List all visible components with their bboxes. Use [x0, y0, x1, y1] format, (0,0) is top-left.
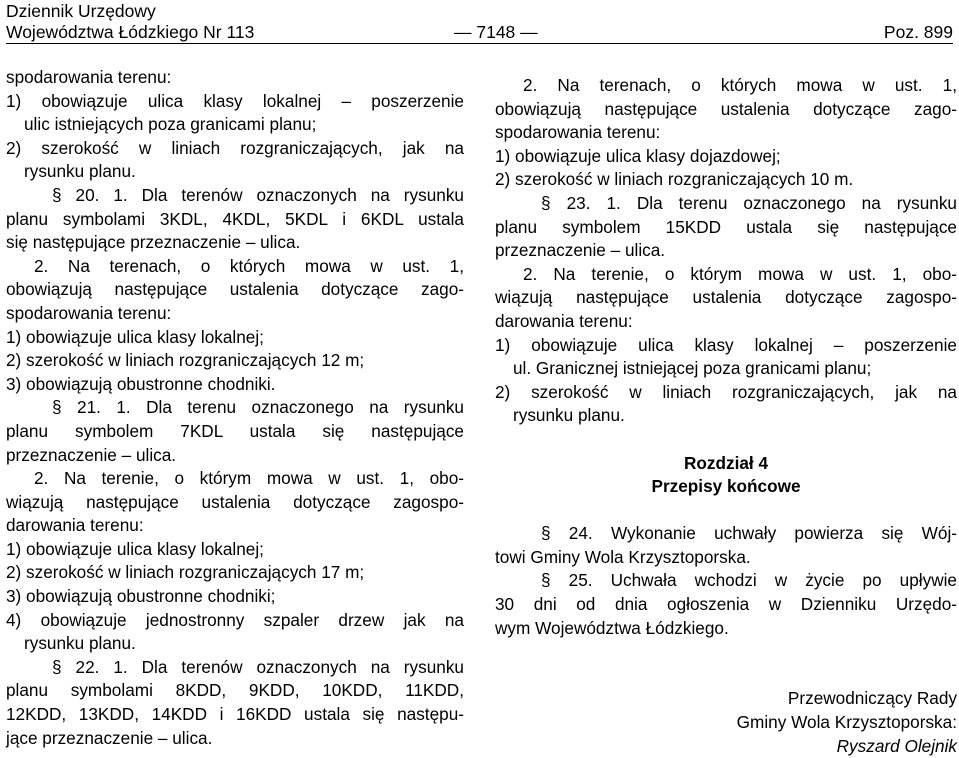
text-line: planu symbolem 7KDL ustala się następujące	[6, 420, 464, 441]
text-line: § 25. Uchwała wchodzi w życie po upływie	[541, 570, 957, 591]
text-line: obowiązują następujące ustalenia dotyczące zago-	[495, 98, 957, 119]
text-line: Ryszard Olejnik	[836, 735, 957, 756]
text-line: 1) obowiązuje ulica klasy lokalnej – poszerzenie	[6, 90, 464, 111]
text-line: rysunku planu.	[513, 405, 625, 426]
text-line: 1) obowiązuje ulica klasy lokalnej;	[6, 538, 264, 559]
text-line: wiązują następujące ustalenia dotyczące zagospo-	[495, 287, 957, 308]
text-line: spodarowania terenu:	[6, 302, 172, 323]
text-line: rysunku planu.	[24, 161, 136, 182]
text-line: 4) obowiązuje jednostronny szpaler drzew jak na	[6, 609, 464, 630]
text-line: ul. Granicznej istniejącej poza granicami planu;	[513, 358, 872, 379]
text-line	[495, 499, 957, 523]
text-line: 2) szerokość w liniach rozgraniczających 10 m.	[495, 169, 854, 190]
page-header	[6, 0, 953, 44]
text-line: wym Województwa Łódzkiego.	[495, 617, 729, 638]
text-line: przeznaczenie – ulica.	[6, 444, 177, 465]
text-line: spodarowania terenu:	[495, 122, 661, 143]
text-line: § 22. 1. Dla terenów oznaczonych na rysunku	[52, 656, 464, 677]
text-line: 1) obowiązuje ulica klasy lokalnej;	[6, 326, 264, 347]
text-line: jące przeznaczenie – ulica.	[6, 727, 213, 748]
text-line: planu symbolami 3KDL, 4KDL, 5KDL i 6KDL ustala	[6, 208, 464, 229]
text-line: spodarowania terenu:	[6, 67, 172, 87]
right-column	[495, 74, 957, 758]
left-column	[6, 66, 464, 750]
text-line: 2. Na terenach, o których mowa w ust. 1,	[34, 255, 464, 276]
text-line: 2) szerokość w liniach rozgraniczających 12 m;	[6, 350, 365, 371]
header-rule	[6, 43, 953, 44]
text-line: planu symbolem 15KDD ustala się następujące	[495, 216, 957, 237]
text-line: ulic istniejących poza granicami planu;	[24, 114, 317, 135]
text-line: Przewodniczący Rady	[787, 688, 957, 709]
text-line: 2) szerokość w liniach rozgraniczających 17 m;	[6, 562, 365, 583]
text-line: darowania terenu:	[495, 310, 633, 331]
text-line: 2. Na terenie, o którym mowa w ust. 1, obo-	[523, 263, 957, 284]
text-line: planu symbolami 8KDD, 9KDD, 10KDD, 11KDD,	[6, 680, 464, 701]
journal-title: Dziennik Urzędowy	[6, 1, 156, 21]
text-line: darowania terenu:	[6, 515, 144, 536]
text-line: 12KDD, 13KDD, 14KDD i 16KDD ustala się następu-	[6, 704, 464, 725]
text-line: 1) obowiązuje ulica klasy lokalnej – poszerzenie	[495, 334, 957, 355]
text-line: 30 dni od dnia ogłoszenia w Dzienniku Urzędo-	[495, 594, 957, 615]
text-line: 2. Na terenie, o którym mowa w ust. 1, obo-	[34, 468, 464, 489]
text-line: towi Gminy Wola Krzysztoporska.	[495, 546, 751, 567]
text-line: § 23. 1. Dla terenu oznaczonego na rysunku	[541, 192, 957, 213]
text-line: 2. Na terenach, o których mowa w ust. 1,	[523, 75, 957, 95]
text-line: wiązują następujące ustalenia dotyczące zagospo-	[6, 491, 464, 512]
text-line: Gminy Wola Krzysztoporska:	[736, 712, 957, 733]
position-number: Poz. 899	[883, 22, 953, 42]
text-line: § 21. 1. Dla terenu oznaczonego na rysunku	[52, 397, 464, 418]
text-line: 2) szerokość w liniach rozgraniczających, jak na	[495, 381, 957, 402]
text-line: Przepisy końcowe	[651, 476, 801, 497]
text-line: 3) obowiązują obustronne chodniki;	[6, 586, 276, 607]
journal-issue: Województwa Łódzkiego Nr 113	[6, 22, 255, 42]
text-line: rysunku planu.	[24, 633, 136, 654]
text-line: § 20. 1. Dla terenów oznaczonych na rysunku	[52, 184, 464, 205]
page-number: — 7148 —	[454, 22, 538, 42]
text-line	[495, 428, 957, 452]
text-line: obowiązują następujące ustalenia dotyczące zago-	[6, 279, 464, 300]
text-line	[495, 664, 957, 688]
text-line: się następujące przeznaczenie – ulica.	[6, 232, 301, 253]
text-line: 3) obowiązują obustronne chodniki.	[6, 373, 276, 394]
text-line: § 24. Wykonanie uchwały powierza się Wój-	[541, 523, 957, 544]
text-line: przeznaczenie – ulica.	[495, 240, 666, 261]
text-line: 2) szerokość w liniach rozgraniczających, jak na	[6, 137, 464, 158]
text-line	[495, 640, 957, 664]
text-line: 1) obowiązuje ulica klasy dojazdowej;	[495, 145, 781, 166]
text-line: Rozdział 4	[683, 452, 769, 473]
